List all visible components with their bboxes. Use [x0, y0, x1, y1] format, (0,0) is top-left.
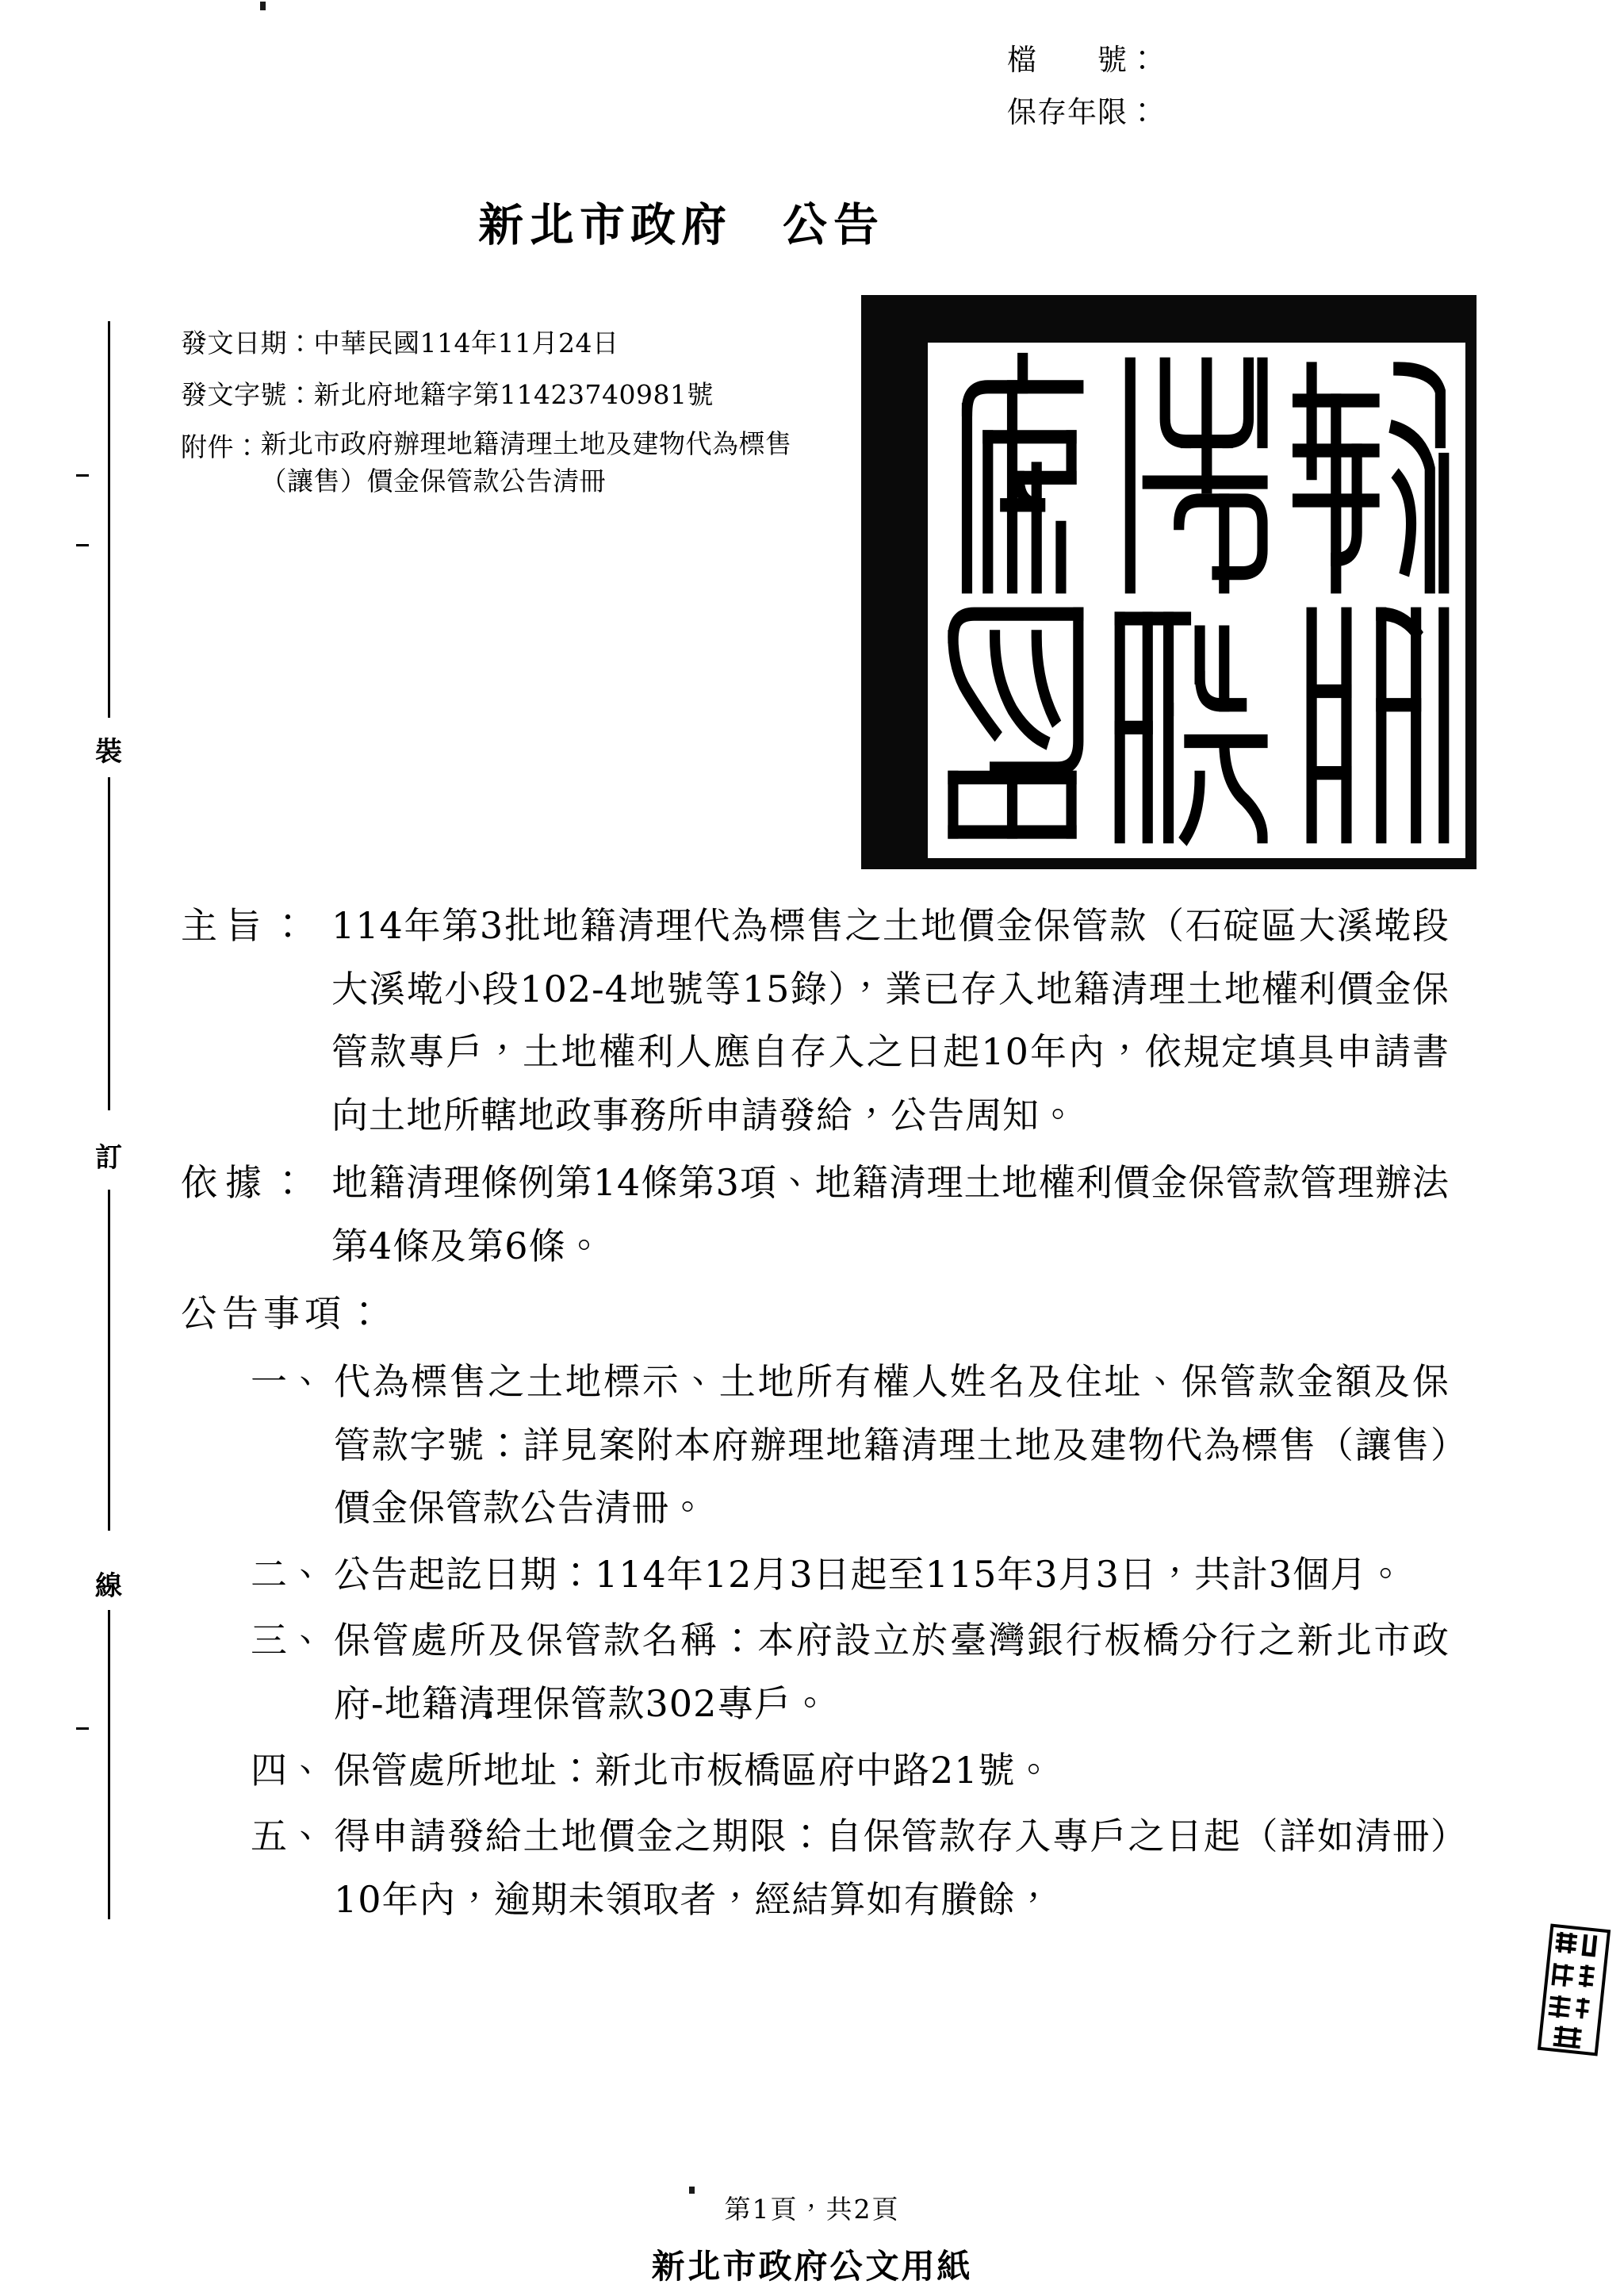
announcement-section [181, 1282, 1450, 1346]
basis-section [181, 1152, 1450, 1278]
binding-tick [76, 1727, 89, 1730]
official-seal [861, 295, 1477, 869]
scan-speck [260, 2, 266, 10]
seal-character-grid [936, 351, 1457, 850]
list-item-text: 保管處所地址：新北市板橋區府中路21號。 [334, 1748, 1053, 1792]
attachment-label: 附件： [181, 431, 261, 462]
header-fields [1007, 38, 1451, 143]
announcement-item-list [181, 1351, 1450, 1931]
attachment-value: 新北市政府辦理地籍清理土地及建物代為標售（讓售）價金保管款公告清冊 [260, 427, 792, 496]
binding-tick [76, 544, 89, 546]
purpose-section [181, 895, 1450, 1147]
binding-mark-zhuang: 裝 [95, 736, 122, 768]
list-item-number: 一、 [251, 1360, 325, 1404]
list-item-text: 代為標售之土地標示、土地所有權人姓名及住址、保管款金額及保管款字號：詳見案附本府辦理地籍清理土地及建物代為標售（讓售）價金保管款公告清冊。 [334, 1360, 1450, 1530]
document-number-row: 發文字號：新北府地籍字第11423740981號 [181, 379, 714, 411]
list-item [181, 1739, 1450, 1803]
list-item [181, 1805, 1450, 1931]
binding-mark-ding: 訂 [95, 1142, 122, 1174]
announcement-label: 公告事項： [181, 1292, 387, 1336]
list-item-number: 四、 [251, 1748, 325, 1792]
list-item [181, 1351, 1450, 1540]
binding-line-segment [108, 1610, 110, 1919]
seal-character-shi [1109, 351, 1283, 600]
list-item-number: 二、 [251, 1552, 325, 1596]
document-metadata [181, 322, 823, 510]
page-number: 第1頁，共2頁 [724, 2194, 900, 2225]
seal-character-fu [936, 351, 1109, 600]
retention-period-field: 保存年限： [1007, 95, 1158, 130]
list-item-text: 保管處所及保管款名稱：本府設立於臺灣銀行板橋分行之新北市政府-地籍清理保管款302專戶。 [334, 1619, 1450, 1725]
binding-line-segment [108, 321, 110, 718]
purpose-label: 主旨： [181, 904, 314, 947]
personal-stamp [1537, 1922, 1612, 2056]
list-item-text: 得申請發給土地價金之期限：自保管款存入專戶之日起（詳如清冊）10年內，逾期未領取者，經結算如有賸餘， [334, 1815, 1450, 1921]
seal-character-zheng [1109, 600, 1283, 850]
list-item [181, 1609, 1450, 1735]
binding-line-segment [108, 777, 110, 1110]
list-item-text: 公告起訖日期：114年12月3日起至115年3月3日，共計3個月。 [334, 1552, 1405, 1596]
binding-tick [76, 474, 89, 477]
page-title: 新北市政府 公告 [478, 198, 884, 251]
list-item [181, 1543, 1450, 1607]
basis-label: 依據： [181, 1161, 314, 1205]
binding-mark-xian: 線 [95, 1570, 122, 1602]
purpose-text: 114年第3批地籍清理代為標售之土地價金保管款（石碇區大溪墘段大溪墘小段102-4地號等15錄），業已存入地籍清理土地權利價金保管款專戶，土地權利人應自存入之日起10年內，依規定填具申請書向土地所轄地政事務所申請發給，公告周知。 [331, 904, 1450, 1137]
attachment-row [181, 426, 823, 500]
seal-character-yin [936, 600, 1109, 850]
paper-name: 新北市政府公文用紙 [651, 2247, 973, 2286]
seal-inner-panel [928, 343, 1465, 858]
seal-character-xin [1284, 351, 1457, 600]
issue-date-row: 發文日期：中華民國114年11月24日 [181, 328, 619, 358]
document-body [181, 895, 1450, 1934]
list-item-number: 五、 [251, 1815, 325, 1858]
binding-line-segment [108, 1190, 110, 1531]
seal-character-bei [1284, 600, 1457, 850]
basis-text: 地籍清理條例第14條第3項、地籍清理土地權利價金保管款管理辦法第4條及第6條。 [331, 1161, 1450, 1267]
archive-number-field: 檔 號： [1007, 43, 1158, 77]
page-footer [0, 2189, 1624, 2288]
list-item-number: 三、 [251, 1619, 325, 1662]
